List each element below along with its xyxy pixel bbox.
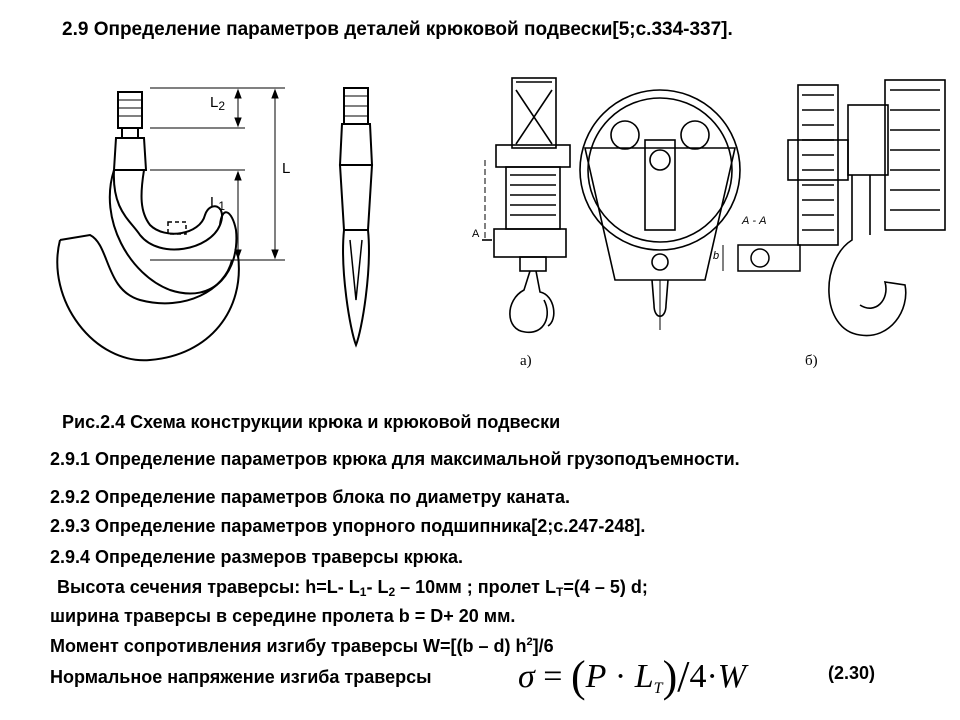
- hook-block-b: [788, 80, 945, 336]
- stress-formula: $\sigma = (P \cdot L_T)/4\cdot W$: [518, 652, 747, 701]
- hook-block-a: [482, 78, 570, 332]
- figure-label-b: б): [805, 353, 818, 369]
- section-2-9-4: 2.9.4 Определение размеров траверсы крюка.: [50, 547, 464, 567]
- height-formula-line: Высота сечения траверсы: h=L- $L_1-$ $L_2 - 10мм$ ; пролет $L_T=(4 - 5)$ d;: [57, 577, 648, 599]
- moment-formula-line: Момент сопротивления изгибу траверсы W=[(b – d) $h^2]/6$: [50, 636, 554, 656]
- equation-number: (2.30): [828, 663, 876, 683]
- figure-label-a: а): [520, 353, 532, 369]
- figure-caption: Рис.2.4 Схема конструкции крюка и крюковой подвески: [62, 412, 561, 432]
- page-title: 2.9 Определение параметров деталей крюковой подвески[5;с.334-337].: [62, 19, 733, 40]
- dim-label-b: b: [713, 250, 720, 262]
- dim-label-l2: $L_2$: [210, 94, 226, 113]
- section-label: А - А: [742, 215, 767, 227]
- section-a-a: [723, 245, 800, 271]
- stress-line: Нормальное напряжение изгиба траверсы: [50, 667, 432, 687]
- hook-front-view: [340, 88, 372, 345]
- hook-block-center: [580, 90, 740, 330]
- section-2-9-1: 2.9.1 Определение параметров крюка для максимальной грузоподъемности.: [50, 449, 740, 469]
- dim-label-l: L: [282, 160, 291, 177]
- section-2-9-2: 2.9.2 Определение параметров блока по диаметру каната.: [50, 487, 571, 507]
- dim-label-a: А: [472, 228, 480, 240]
- section-2-9-3: 2.9.3 Определение параметров упорного подшипника[2;с.247-248].: [50, 516, 646, 536]
- dim-label-l1: $L_1$: [210, 194, 226, 213]
- hook-side-view: [57, 92, 239, 360]
- width-formula-line: ширина траверсы в середине пролета b = D+ 20 мм.: [50, 606, 516, 626]
